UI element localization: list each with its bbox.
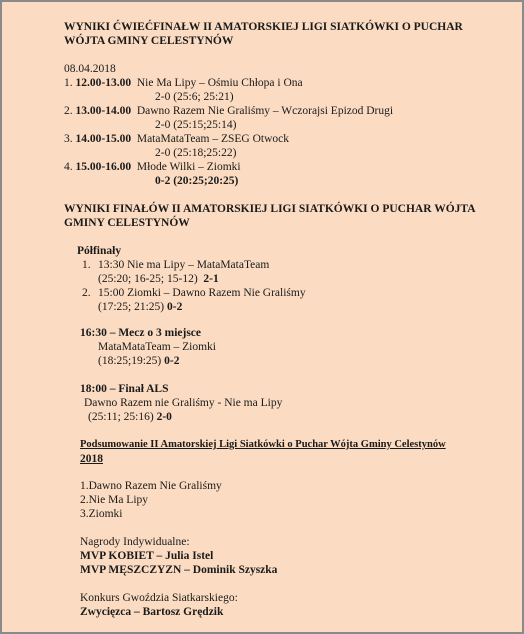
match-teams: MataMataTeam – ZSEG Otwock [136, 133, 290, 145]
match-number: 2. [64, 105, 73, 117]
match-score: 2-0 (25:15;25:14) [155, 119, 237, 131]
quarterfinal-row [64, 160, 241, 174]
quarterfinal-row [64, 104, 393, 118]
final-heading: 18:00 – Finał ALS [80, 383, 169, 395]
match-time: 12.00-13.00 [75, 77, 132, 89]
match-teams: Nie Ma Lipy – Ośmiu Chłopa i Ona [136, 77, 303, 89]
match-time: 15.00-16.00 [75, 161, 132, 173]
semifinal-match: 13:30 Nie ma Lipy – MataMataTeam [98, 259, 270, 271]
match-number: 3. [64, 133, 73, 145]
match-result: 2-0 [156, 411, 172, 423]
match-time: 13.00-14.00 [75, 105, 132, 117]
set-scores: (25:11; 25:16) [88, 411, 154, 423]
finals-title-line1: WYNIKI FINAŁÓW II AMATORSKIEJ LIGI SIATKÓWKI O PUCHAR WÓJTA [64, 203, 476, 215]
set-scores: (17:25; 21:25) [98, 301, 165, 313]
third-place-match: MataMataTeam – Ziomki [98, 341, 216, 353]
standing-second: 2.Nie Ma Lipy [80, 494, 149, 506]
match-number: 1. [64, 77, 73, 89]
semifinal-score [98, 300, 182, 314]
match-number: 4. [64, 161, 73, 173]
standing-first: 1.Dawno Razem Nie Graliśmy [80, 480, 222, 492]
final-match: Dawno Razem nie Graliśmy - Nie ma Lipy [84, 397, 283, 409]
summary-title-line2: 2018 [80, 453, 103, 465]
match-date: 08.04.2018 [64, 63, 116, 75]
semifinal-number: 1. [82, 259, 91, 271]
semifinal-match: 15:00 Ziomki – Dawno Razem Nie Graliśmy [98, 287, 306, 299]
match-score: 2-0 (25:18;25:22) [155, 147, 237, 159]
match-result: 2-1 [203, 273, 219, 285]
match-score: 2-0 (25:6; 25:21) [155, 91, 234, 103]
finals-title-line2: GMINY CELESTYNÓW [64, 217, 190, 229]
mvp-men: MVP MĘSZCZYZN – Dominik Szyszka [80, 564, 278, 576]
contest-winner: Zwycięzca – Bartosz Grędzik [80, 606, 224, 618]
final-score [88, 410, 172, 424]
third-place-heading: 16:30 – Mecz o 3 miejsce [80, 327, 202, 339]
summary-title-line1: Podsumowanie II Amatorskiej Ligi Siatkówki o Puchar Wójta Gminy Celestynów [80, 439, 446, 450]
semifinal-score [98, 272, 219, 286]
quarterfinals-title-line2: WÓJTA GMINY CELESTYNÓW [64, 35, 234, 47]
set-scores: (25:20; 16-25; 15-12) [98, 273, 198, 285]
mvp-women: MVP KOBIET – Julia Istel [80, 550, 214, 562]
contest-heading: Konkurs Gwoździa Siatkarskiego: [80, 592, 238, 604]
awards-heading: Nagrody Indywidualne: [80, 536, 190, 548]
semifinal-number: 2. [82, 287, 91, 299]
set-scores: (18:25;19:25) [98, 355, 162, 367]
standing-third: 3.Ziomki [80, 508, 123, 520]
third-place-score [98, 354, 179, 368]
quarterfinal-row [64, 132, 289, 146]
match-teams: Młode Wilki – Ziomki [136, 161, 241, 173]
match-teams: Dawno Razem Nie Graliśmy – Wczorajsi Epizod Drugi [136, 105, 394, 117]
match-time: 14.00-15.00 [75, 133, 132, 145]
quarterfinals-title-line1: WYNIKI ĆWIEĆFINAŁW II AMATORSKIEJ LIGI SIATKÓWKI O PUCHAR [64, 21, 463, 33]
match-score: 0-2 (20:25;20:25) [155, 175, 239, 187]
match-result: 0-2 [167, 301, 183, 313]
semifinals-heading: Półfinały [77, 245, 122, 257]
match-result: 0-2 [164, 355, 180, 367]
quarterfinal-row [64, 76, 303, 90]
